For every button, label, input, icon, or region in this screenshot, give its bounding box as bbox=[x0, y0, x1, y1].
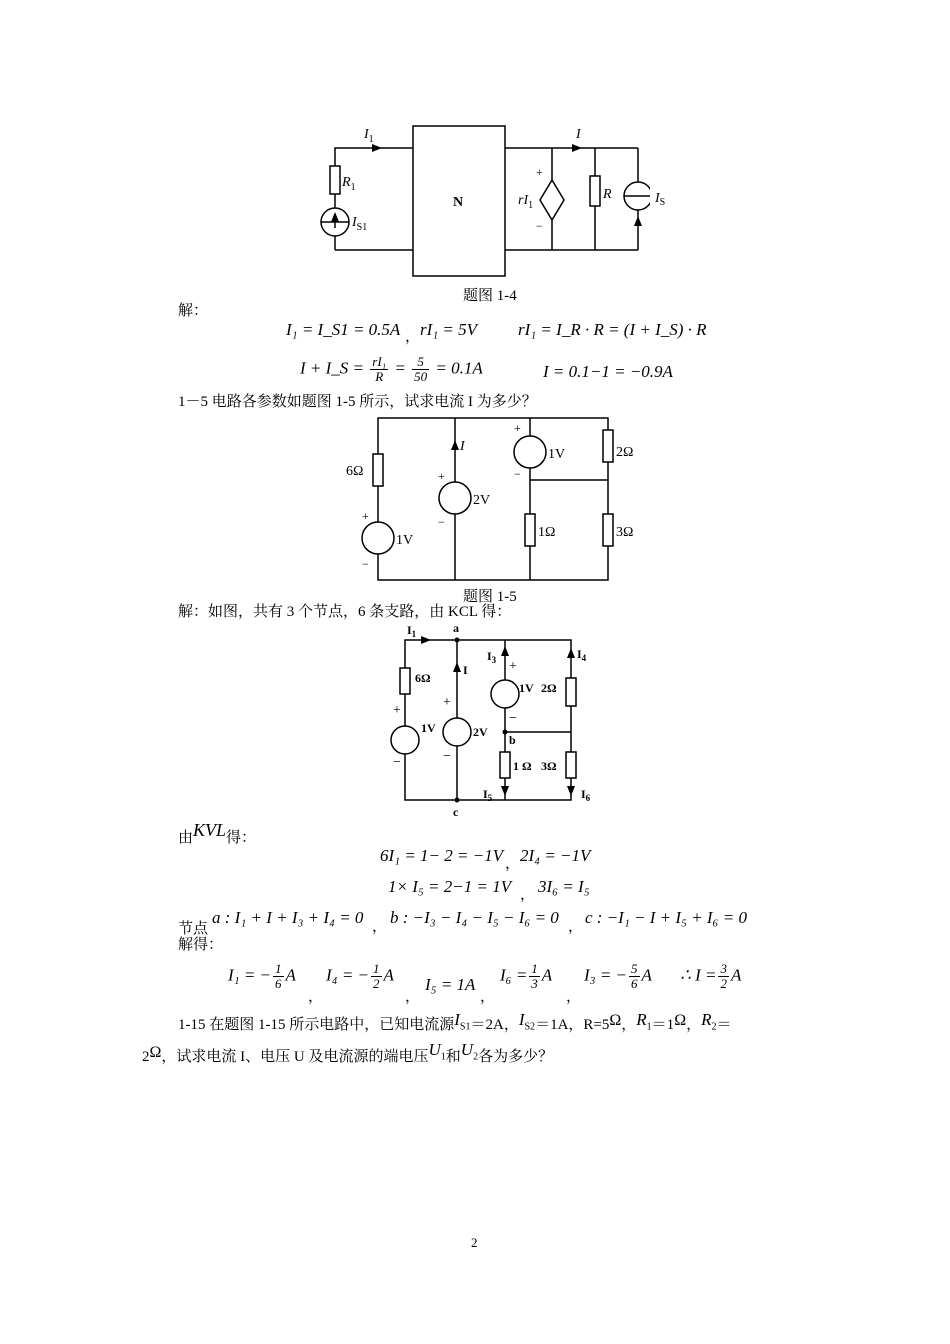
result-sep-4: ， bbox=[566, 989, 582, 1005]
arrow-i5-icon bbox=[501, 786, 509, 796]
problem-1-5: 1－5 电路各参数如题图 1-5 所示，试求电流 I 为多少？ bbox=[178, 394, 537, 410]
label-r1: $R_1$ bbox=[342, 175, 356, 193]
label-i6: $I_6$ bbox=[581, 787, 591, 803]
label-i: I bbox=[576, 127, 581, 142]
caption-fig-1-5: 题图 1-5 bbox=[463, 589, 517, 605]
label-1ohm: 1 Ω bbox=[513, 759, 532, 773]
label-i1: $I_1$ bbox=[364, 127, 374, 145]
eq-1-4-c: rI₁ = I_R · R = (I + I_S) · R bbox=[518, 320, 707, 339]
eq-1-4-d: I + I_S = $\frac{\text{rI₁}}{R}$ = $\frac{5}{50}$ = 0.1A bbox=[300, 354, 483, 384]
kvl-sep-2: ， bbox=[520, 887, 536, 903]
label-i5: $I_5$ bbox=[483, 787, 493, 803]
label-2ohm: 2Ω bbox=[541, 681, 557, 695]
result-i4: I₄ = − $\frac{1}{2}$ A bbox=[326, 961, 394, 991]
label-node-a: a bbox=[453, 621, 459, 635]
result-i6: I₆ = $\frac{1}{3}$ A bbox=[500, 961, 553, 991]
kvl-eq-2a: 1× I₅ = 2−1 = 1V bbox=[388, 877, 512, 896]
eq-1-4-b: rI₁ = 5V bbox=[420, 320, 478, 339]
result-i: ∴ I = $\frac{3}{2}$ A bbox=[680, 961, 742, 991]
label-1v-right: 1V bbox=[519, 681, 534, 695]
plus-sign: + bbox=[536, 165, 543, 179]
svg-text:+: + bbox=[443, 695, 451, 710]
label-i4: $I_4$ bbox=[577, 647, 587, 663]
label-n: N bbox=[453, 195, 464, 210]
solve-label: 解得： bbox=[178, 937, 224, 953]
node-b-dot bbox=[503, 730, 508, 735]
kvl-eq-2b: 3I₆ = I₅ bbox=[538, 877, 590, 896]
svg-text:−: − bbox=[362, 557, 369, 571]
svg-text:+: + bbox=[438, 469, 445, 483]
caption-fig-1-4: 题图 1-4 bbox=[463, 288, 517, 304]
eq-1-4-a: I₁ = I_S1 = 0.5A bbox=[286, 320, 401, 339]
label-i: I bbox=[460, 439, 465, 454]
svg-text:−: − bbox=[509, 711, 517, 726]
label-node-c: c bbox=[453, 805, 459, 819]
label-1v-left: 1V bbox=[421, 721, 436, 735]
node-sep-1: ， bbox=[372, 919, 388, 935]
kvl-sep-1: ， bbox=[505, 856, 521, 872]
result-i1: I₁ = − $\frac{1}{6}$ A bbox=[228, 961, 296, 991]
label-i1: $I_1$ bbox=[407, 623, 417, 639]
svg-text:−: − bbox=[514, 467, 521, 481]
kvl-eq-1b: 2I₄ = −1V bbox=[520, 846, 591, 865]
node-a-dot bbox=[455, 638, 460, 643]
label-node-b: b bbox=[509, 733, 516, 747]
svg-text:+: + bbox=[509, 659, 517, 674]
arrow-is1-icon bbox=[331, 212, 339, 222]
svg-text:+: + bbox=[393, 703, 401, 718]
label-2v: 2V bbox=[473, 725, 488, 739]
label-6ohm: 6Ω bbox=[346, 464, 364, 479]
figure-1-5 bbox=[340, 410, 640, 586]
problem-1-15-line1: 1-15 在题图 1-15 所示电路中，已知电流源$I_{S1}=2A$，$I_{S2}=1A$，R=5Ω，$R_1=1\Omega$，$R_2=$ bbox=[178, 1010, 732, 1033]
problem-1-15-line2: 2Ω，试求电流 I、电压 U 及电流源的端电压$U_1$和$U_2$各为多少？ bbox=[142, 1040, 554, 1065]
label-1ohm: 1Ω bbox=[538, 525, 556, 540]
solution-1-5-intro: 解：如图，共有 3 个节点，6 条支路，由 KCL 得： bbox=[178, 604, 512, 620]
result-sep-3: ， bbox=[480, 989, 496, 1005]
svg-text:−: − bbox=[443, 749, 451, 764]
label-1v-right: 1V bbox=[548, 447, 566, 462]
label-2ohm: 2Ω bbox=[616, 445, 634, 460]
node-eq-b: b : −I₃ − I₄ − I₅ − I₆ = 0 bbox=[390, 908, 559, 927]
result-sep-1: ， bbox=[308, 989, 324, 1005]
eq-1-4-e: I = 0.1−1 = −0.9A bbox=[543, 362, 673, 381]
label-1v-left: 1V bbox=[396, 533, 414, 548]
arrow-i4-icon bbox=[567, 648, 575, 658]
arrow-i6-icon bbox=[567, 786, 575, 796]
label-6ohm: 6Ω bbox=[415, 671, 431, 685]
kvl-line: 由KVL得： bbox=[178, 820, 257, 846]
label-i3: $I_3$ bbox=[487, 649, 497, 665]
minus-sign: − bbox=[536, 219, 543, 233]
svg-text:+: + bbox=[362, 509, 369, 523]
result-i5: I₅ = 1A bbox=[425, 975, 476, 994]
node-prefix: 节点 bbox=[178, 921, 209, 937]
figure-1-5-annotated bbox=[385, 620, 595, 820]
solution-prefix: 解： bbox=[178, 303, 209, 319]
arrow-i-icon bbox=[572, 144, 582, 152]
label-ri1: $rI_1$ bbox=[518, 193, 534, 211]
arrow-i3-icon bbox=[501, 646, 509, 656]
result-sep-2: ， bbox=[405, 989, 421, 1005]
arrow-i1-icon bbox=[372, 144, 382, 152]
label-3ohm: 3Ω bbox=[541, 759, 557, 773]
figure-1-4 bbox=[300, 118, 650, 290]
node-sep-2: ， bbox=[568, 919, 584, 935]
arrow-i1-icon bbox=[421, 636, 431, 644]
label-3ohm: 3Ω bbox=[616, 525, 634, 540]
eq-sep: ， bbox=[405, 329, 421, 345]
node-eq-a: a : I₁ + I + I₃ + I₄ = 0 bbox=[212, 908, 364, 927]
node-eq-c: c : −I₁ − I + I₅ + I₆ = 0 bbox=[585, 908, 747, 927]
label-r: R bbox=[603, 187, 612, 202]
kvl-eq-1a: 6I₁ = 1− 2 = −1V bbox=[380, 846, 504, 865]
label-is-outside: $I_S$ bbox=[655, 191, 666, 208]
label-i: I bbox=[463, 663, 468, 677]
label-2v: 2V bbox=[473, 493, 491, 508]
svg-text:−: − bbox=[438, 515, 445, 529]
arrow-i-icon bbox=[451, 440, 459, 450]
result-i3: I₃ = − $\frac{5}{6}$ A bbox=[584, 961, 652, 991]
label-is1: $I_{S1}$ bbox=[352, 215, 368, 233]
arrow-i-icon bbox=[453, 662, 461, 672]
arrow-is-icon bbox=[634, 216, 642, 226]
page-number: 2 bbox=[471, 1235, 478, 1250]
node-c-dot bbox=[455, 798, 460, 803]
svg-text:+: + bbox=[514, 421, 521, 435]
svg-text:−: − bbox=[393, 755, 401, 770]
